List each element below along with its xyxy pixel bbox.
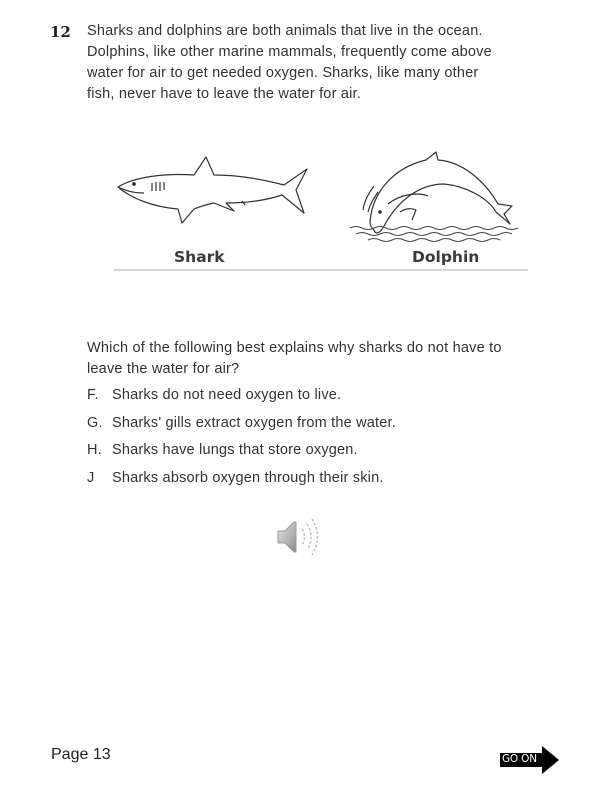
choice-letter: G. bbox=[87, 414, 103, 431]
speaker-icon[interactable] bbox=[272, 515, 322, 559]
choice-text: Sharks absorb oxygen through their skin. bbox=[112, 470, 384, 487]
answer-choice-h[interactable] bbox=[87, 442, 547, 470]
passage-line: Dolphins, like other marine mammals, frequently come above bbox=[87, 44, 492, 60]
choice-text: Sharks do not need oxygen to live. bbox=[112, 387, 342, 403]
passage-line: water for air to get needed oxygen. Sharks, like many other bbox=[87, 65, 479, 81]
page-number: Page 13 bbox=[51, 746, 111, 763]
go-on-label: GO ON bbox=[502, 753, 537, 765]
dolphin-illustration bbox=[348, 150, 526, 245]
go-on-button[interactable] bbox=[500, 746, 560, 774]
choice-text: Sharks have lungs that store oxygen. bbox=[112, 442, 358, 459]
question-number: 12 bbox=[50, 23, 71, 41]
passage-line: fish, never have to leave the water for air. bbox=[87, 86, 361, 102]
choice-letter: F. bbox=[87, 387, 99, 403]
prompt-line: leave the water for air? bbox=[87, 361, 240, 377]
answer-choice-g[interactable] bbox=[87, 415, 547, 443]
dolphin-label: Dolphin bbox=[412, 248, 480, 266]
choice-letter: H. bbox=[87, 442, 102, 459]
passage-line: Sharks and dolphins are both animals that live in the ocean. bbox=[87, 23, 483, 39]
figure-divider bbox=[114, 269, 528, 271]
choice-letter: J bbox=[87, 470, 95, 487]
shark-illustration bbox=[114, 155, 314, 225]
answer-choices bbox=[87, 387, 547, 498]
choice-text: Sharks' gills extract oxygen from the water. bbox=[112, 414, 396, 431]
answer-choice-j[interactable] bbox=[87, 470, 547, 498]
passage bbox=[87, 21, 547, 105]
shark-dolphin-figure bbox=[114, 150, 528, 275]
answer-choice-f[interactable] bbox=[87, 387, 547, 415]
shark-label: Shark bbox=[174, 248, 225, 266]
question-prompt bbox=[87, 338, 547, 380]
prompt-line: Which of the following best explains why sharks do not have to bbox=[87, 340, 502, 356]
